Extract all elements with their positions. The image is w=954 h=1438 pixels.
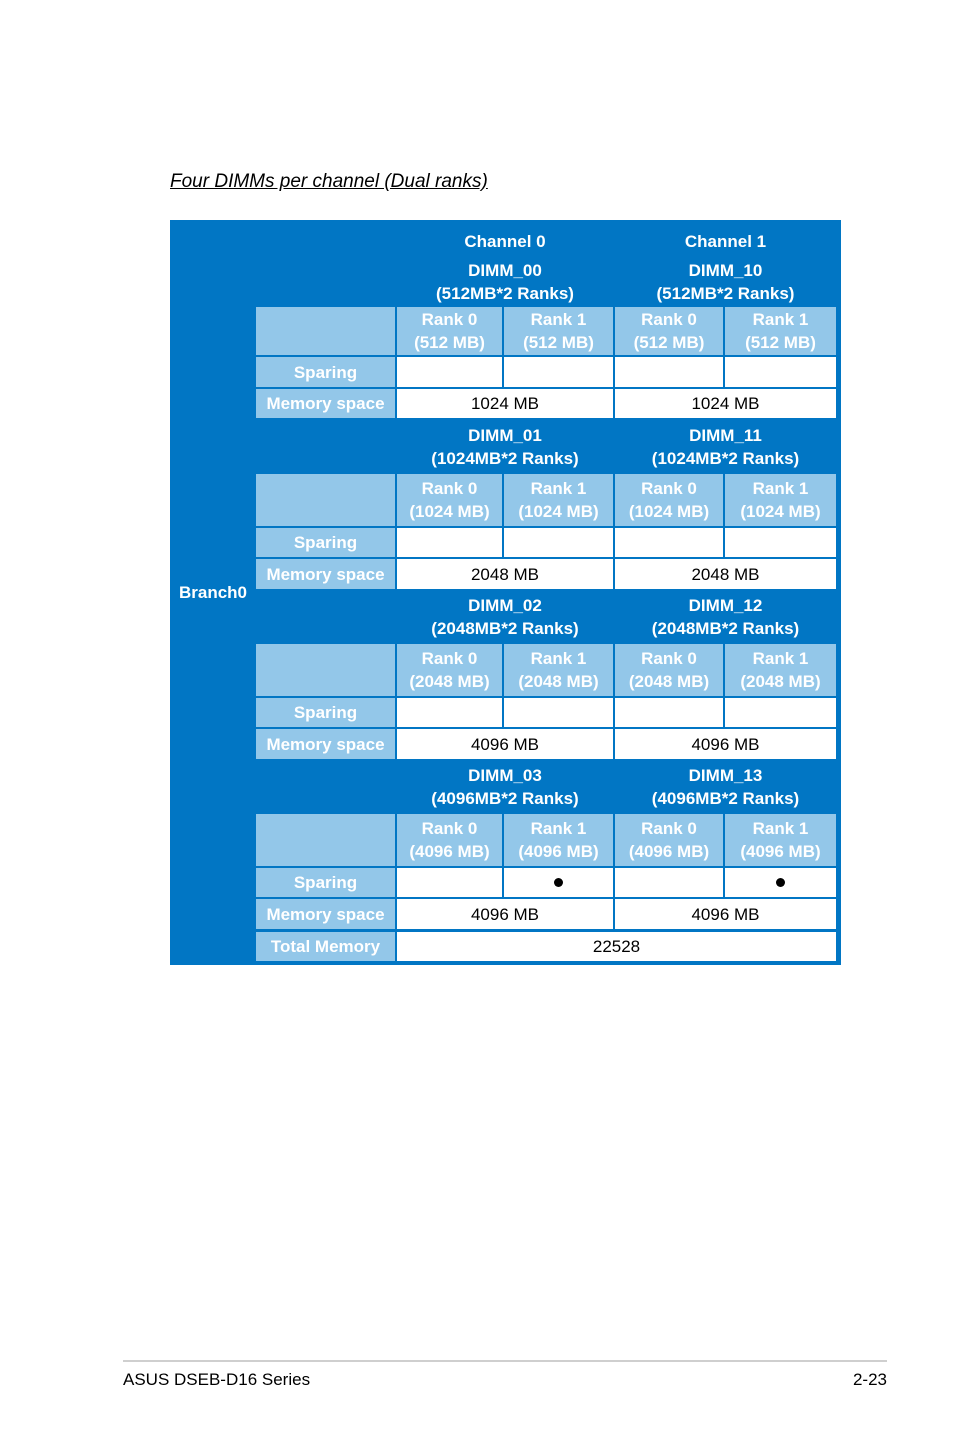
header-corner-cell [256, 226, 395, 256]
rank-label: Rank 1 [530, 310, 587, 329]
rank-size: (2048 MB) [409, 672, 490, 691]
memory-config-table [170, 220, 841, 965]
sparing-cell [397, 357, 502, 387]
dimm-header-cell [615, 592, 836, 642]
sparing-cell [504, 357, 613, 387]
dimm-size: (512MB*2 Ranks) [436, 283, 574, 303]
dimm-row-label-cell [256, 258, 395, 305]
rank-label: Rank 0 [641, 310, 697, 329]
dimm-size: (1024MB*2 Ranks) [651, 449, 800, 468]
dimm-name: DIMM_00 [468, 260, 542, 280]
rank-label: Rank 1 [530, 479, 587, 498]
rank-cell [725, 474, 836, 526]
memory-space-label: Memory space [266, 394, 385, 413]
rank-row-label-cell [256, 814, 395, 866]
total-memory-row-label [256, 932, 395, 961]
sparing-row-label [256, 868, 395, 897]
rank-size: (2048 MB) [740, 672, 821, 691]
rank-row-label-cell [256, 307, 395, 355]
rank-label: Rank 0 [641, 819, 697, 838]
rank-size: (4096 MB) [628, 842, 710, 861]
memory-space-value: 4096 MB [691, 904, 760, 924]
rank-size: (1024 MB) [518, 502, 599, 521]
rank-cell [725, 644, 836, 696]
sparing-label: Sparing [293, 533, 358, 552]
sparing-cell [615, 357, 723, 387]
memory-space-row-label [256, 389, 395, 418]
dimm-row-label-cell [256, 592, 395, 642]
rank-cell [397, 814, 502, 866]
dimm-header-cell [397, 258, 613, 305]
dimm-size: (2048MB*2 Ranks) [651, 619, 800, 638]
rank-label: Rank 0 [641, 649, 697, 668]
sparing-row-label [256, 698, 395, 727]
dimm-header-cell [397, 592, 613, 642]
sparing-cell [397, 698, 502, 727]
rank-label: Rank 0 [421, 649, 478, 668]
rank-cell [504, 814, 613, 866]
total-memory-value-cell [397, 932, 836, 961]
sparing-cell [615, 868, 723, 897]
sparing-row-label [256, 357, 395, 387]
memory-space-row-label [256, 899, 395, 929]
total-memory-label: Total Memory [270, 937, 381, 956]
rank-label: Rank 0 [421, 819, 478, 838]
rank-cell [725, 814, 836, 866]
sparing-dot-icon [554, 878, 563, 887]
sparing-row-label [256, 528, 395, 557]
branch-label: Branch0 [178, 582, 248, 602]
memory-space-row-label [256, 559, 395, 589]
rank-cell [725, 307, 836, 355]
rank-size: (512 MB) [414, 333, 485, 352]
memory-space-label: Memory space [266, 904, 385, 924]
rank-cell [615, 644, 723, 696]
rank-size: (1024 MB) [740, 502, 821, 521]
dimm-header-cell [615, 258, 836, 305]
sparing-cell [397, 528, 502, 557]
rank-size: (512 MB) [633, 333, 705, 352]
rank-cell [397, 307, 502, 355]
rank-cell [615, 474, 723, 526]
memory-space-value: 4096 MB [470, 734, 540, 754]
dimm-name: DIMM_13 [688, 766, 763, 785]
dimm-size: (512MB*2 Ranks) [656, 283, 795, 303]
rank-label: Rank 0 [421, 310, 478, 329]
dimm-header-cell [615, 422, 836, 472]
footer-product-name: ASUS DSEB-D16 Series [123, 1370, 311, 1389]
memory-space-value: 1024 MB [470, 394, 540, 413]
dimm-name: DIMM_03 [468, 766, 542, 785]
dimm-name: DIMM_01 [468, 426, 542, 445]
memory-space-value-cell [615, 729, 836, 759]
channel-label: Channel 1 [684, 231, 767, 251]
sparing-cell [615, 528, 723, 557]
dimm-row-label-cell [256, 762, 395, 812]
sparing-cell [504, 698, 613, 727]
rank-size: (1024 MB) [409, 502, 490, 521]
memory-space-value-cell [615, 389, 836, 418]
rank-row-label-cell [256, 644, 395, 696]
rank-cell [615, 814, 723, 866]
dimm-size: (4096MB*2 Ranks) [431, 789, 579, 808]
memory-space-value-cell [615, 899, 836, 929]
dimm-size: (4096MB*2 Ranks) [651, 789, 800, 808]
rank-cell [504, 474, 613, 526]
footer-page-number: 2-23 [852, 1370, 887, 1389]
memory-space-value: 4096 MB [691, 734, 760, 754]
memory-space-value: 4096 MB [470, 904, 540, 924]
rank-size: (2048 MB) [628, 672, 710, 691]
sparing-cell [725, 868, 836, 897]
channel-header-1 [615, 226, 836, 256]
dimm-name: DIMM_02 [468, 596, 542, 615]
memory-space-value-cell [397, 389, 613, 418]
rank-label: Rank 1 [752, 649, 809, 668]
memory-space-value-cell [615, 559, 836, 589]
rank-size: (2048 MB) [518, 672, 599, 691]
dimm-name: DIMM_11 [689, 426, 762, 445]
rank-label: Rank 0 [641, 479, 697, 498]
memory-space-value: 2048 MB [470, 564, 540, 584]
rank-size: (1024 MB) [628, 502, 710, 521]
sparing-label: Sparing [293, 703, 358, 722]
sparing-cell [504, 868, 613, 897]
channel-header-0 [397, 226, 613, 256]
rank-label: Rank 1 [752, 310, 809, 329]
dimm-size: (2048MB*2 Ranks) [431, 619, 579, 638]
rank-label: Rank 0 [421, 479, 478, 498]
dimm-name: DIMM_10 [688, 260, 763, 280]
rank-size: (512 MB) [523, 333, 594, 352]
dimm-row-label-cell [256, 422, 395, 472]
memory-space-value-cell [397, 729, 613, 759]
memory-space-label: Memory space [266, 734, 385, 754]
rank-cell [397, 644, 502, 696]
rank-cell [504, 644, 613, 696]
rank-cell [504, 307, 613, 355]
memory-space-value-cell [397, 559, 613, 589]
sparing-cell [615, 698, 723, 727]
dimm-header-cell [615, 762, 836, 812]
sparing-cell [397, 868, 502, 897]
sparing-cell [725, 528, 836, 557]
rank-label: Rank 1 [530, 819, 587, 838]
rank-label: Rank 1 [752, 479, 809, 498]
channel-label: Channel 0 [464, 231, 546, 251]
rank-size: (512 MB) [745, 333, 816, 352]
rank-size: (4096 MB) [409, 842, 490, 861]
memory-space-value-cell [397, 899, 613, 929]
memory-space-label: Memory space [266, 564, 385, 584]
sparing-cell [725, 698, 836, 727]
dimm-name: DIMM_12 [688, 596, 763, 615]
sparing-dot-icon [776, 878, 785, 887]
footer-divider [123, 1360, 887, 1362]
sparing-cell [504, 528, 613, 557]
table-caption: Four DIMMs per channel (Dual ranks) [170, 171, 488, 192]
dimm-size: (1024MB*2 Ranks) [431, 449, 579, 468]
total-memory-value: 22528 [592, 937, 641, 956]
memory-space-value: 2048 MB [691, 564, 760, 584]
rank-size: (4096 MB) [740, 842, 821, 861]
rank-cell [397, 474, 502, 526]
memory-space-row-label [256, 729, 395, 759]
dimm-header-cell [397, 762, 613, 812]
rank-label: Rank 1 [752, 819, 809, 838]
rank-size: (4096 MB) [518, 842, 599, 861]
sparing-label: Sparing [293, 362, 358, 382]
memory-space-value: 1024 MB [691, 394, 760, 413]
rank-row-label-cell [256, 474, 395, 526]
sparing-cell [725, 357, 836, 387]
dimm-header-cell [397, 422, 613, 472]
rank-cell [615, 307, 723, 355]
sparing-label: Sparing [293, 873, 358, 892]
rank-label: Rank 1 [530, 649, 587, 668]
